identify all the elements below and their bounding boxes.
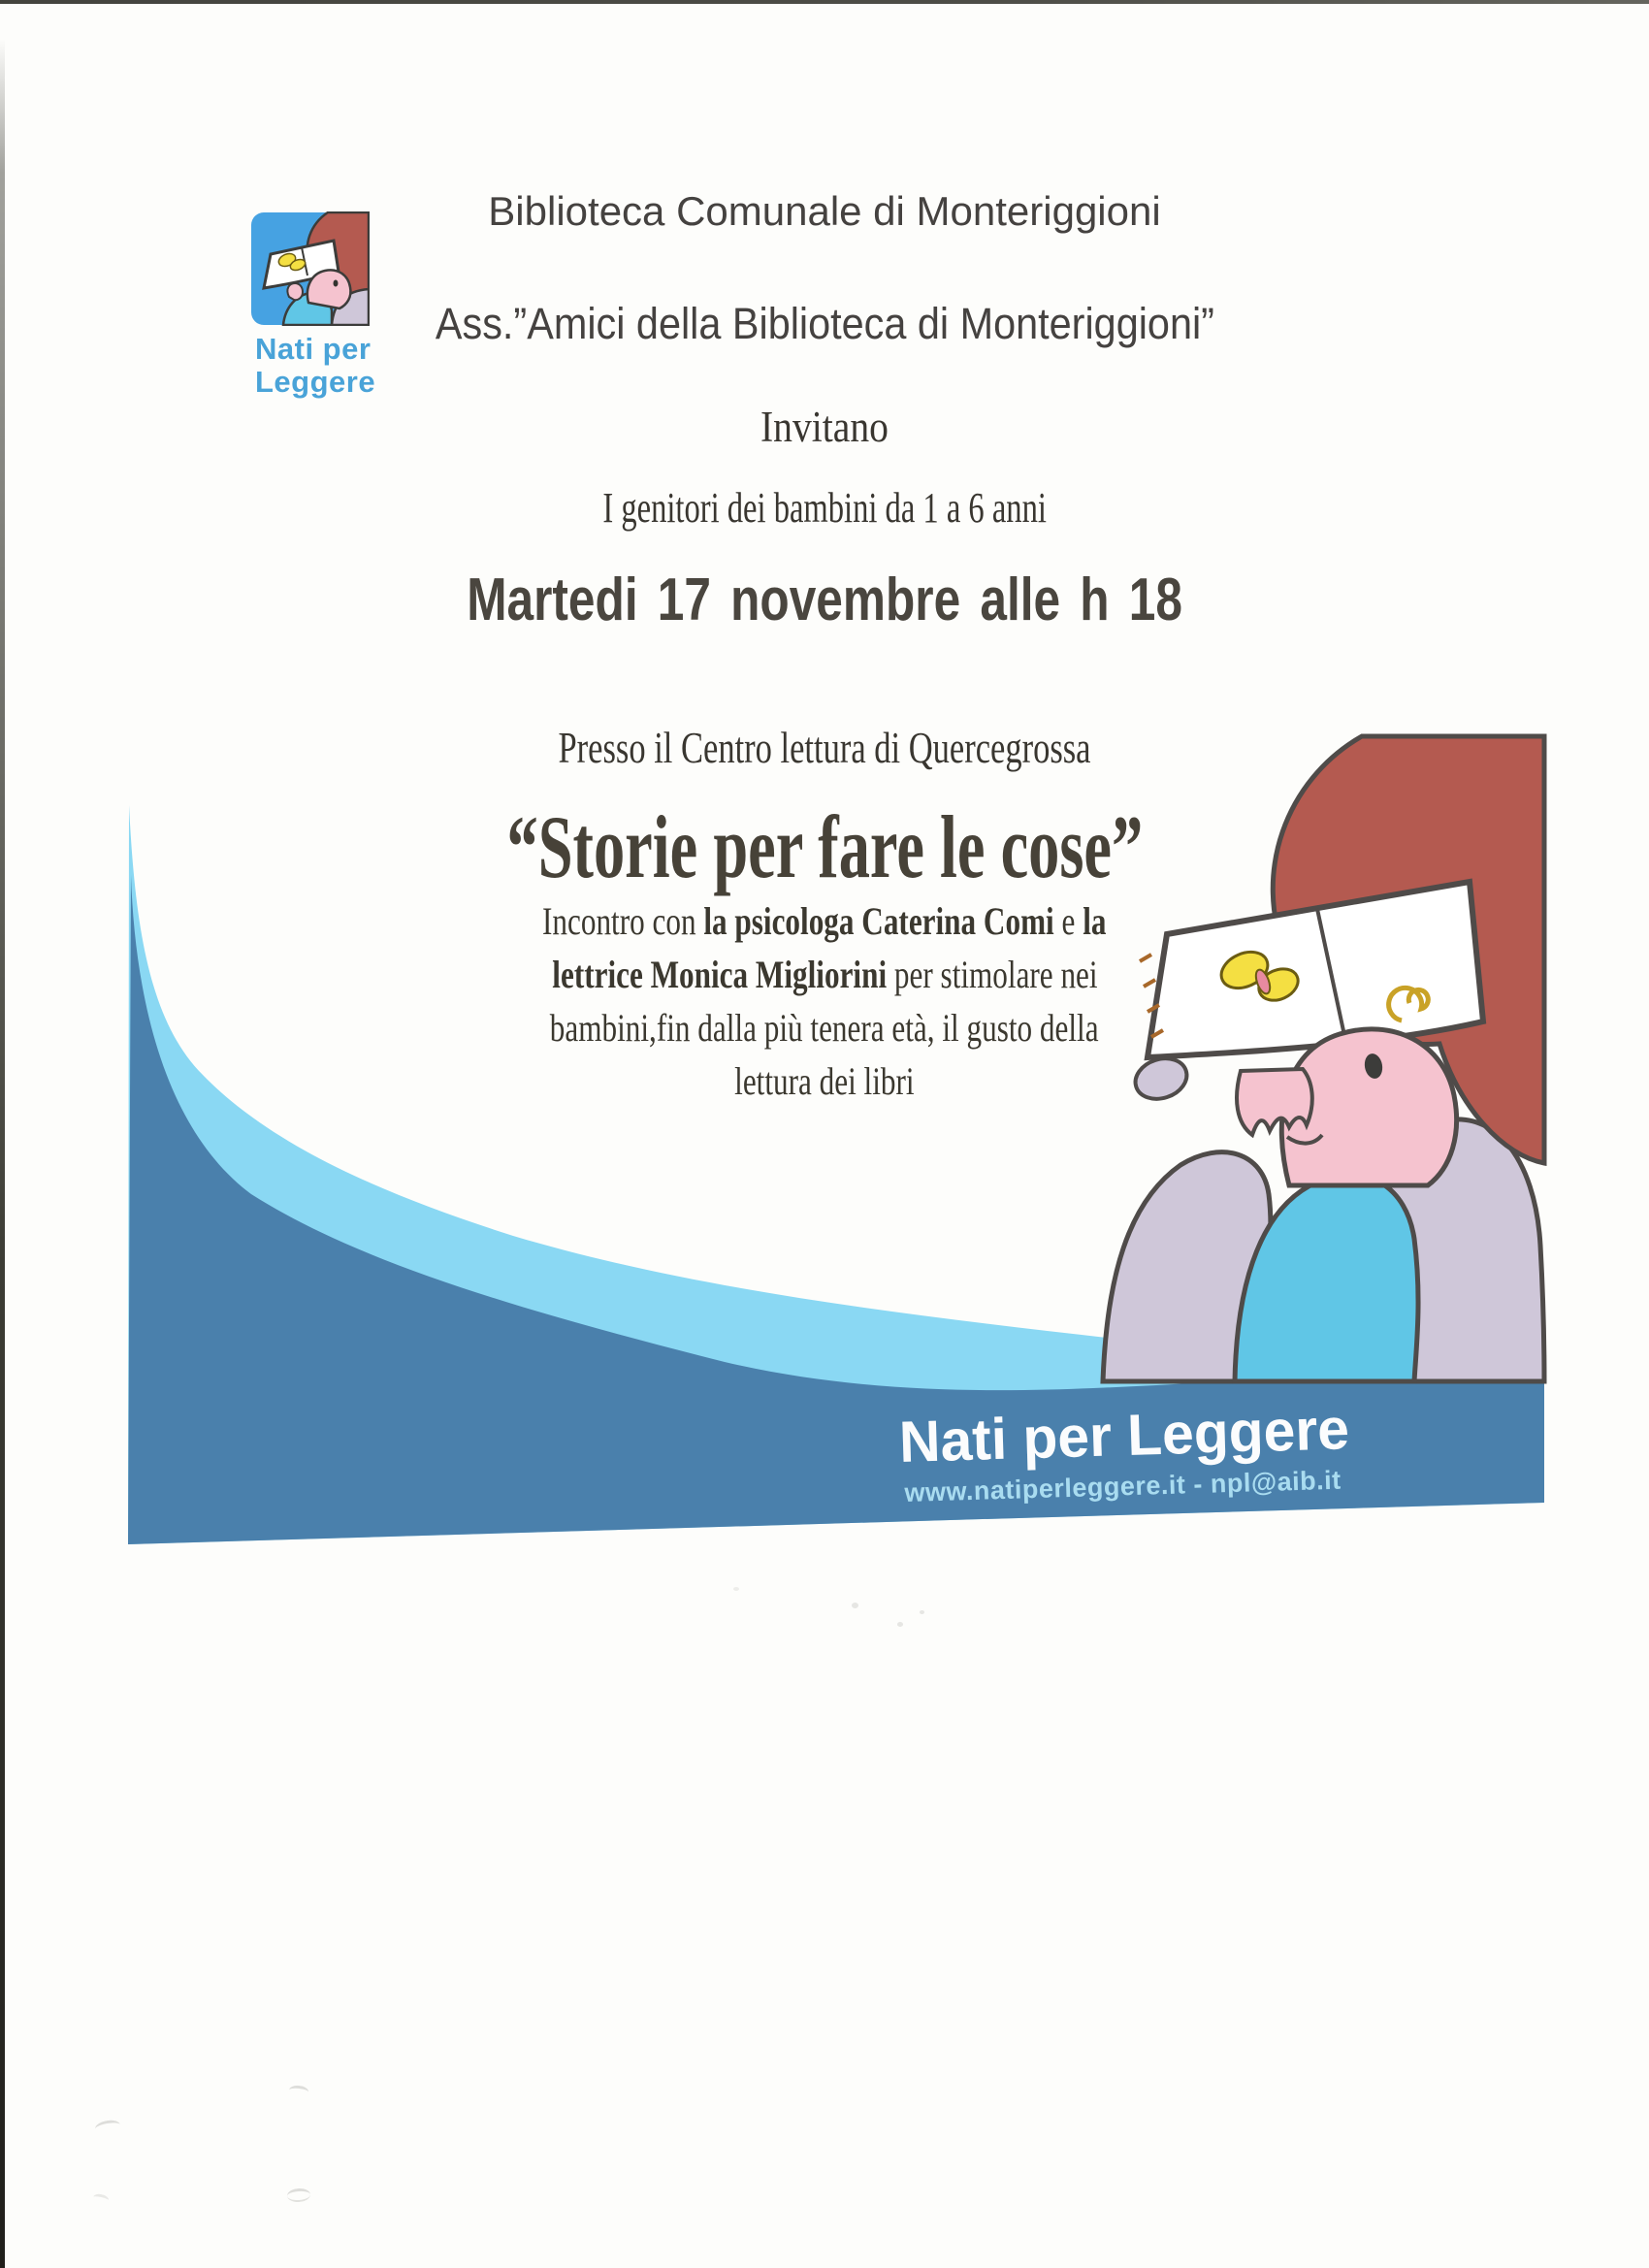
logo-wordmark-line1: Nati per <box>255 332 372 366</box>
pencil-mark <box>288 2085 308 2097</box>
org-title-1 <box>0 188 1649 235</box>
scan-speck <box>852 1603 858 1608</box>
org-title-1-text: Biblioteca Comunale di Monteriggioni <box>488 188 1161 234</box>
banner-brand-title: Nati per Leggere <box>898 1396 1350 1474</box>
mother-hand-shape <box>1130 1053 1192 1106</box>
scan-speck <box>897 1622 903 1627</box>
desc-seg-2a-bold: lettrice Monica Migliorini <box>551 953 887 996</box>
pencil-mark <box>287 2187 311 2203</box>
desc-seg-4: lettura dei libri <box>734 1059 915 1103</box>
logo-child-hand-shape <box>287 283 303 300</box>
event-title-text: “Storie per fare le cose” <box>506 797 1143 896</box>
desc-seg-1a: Incontro con <box>542 899 704 943</box>
desc-seg-1d-bold: la <box>1083 899 1107 943</box>
event-location-text: Presso il Centro lettura di Quercegrossa <box>558 723 1091 772</box>
audience-line <box>0 483 1649 533</box>
scan-speck <box>920 1610 924 1614</box>
invite-line-text: Invitano <box>760 403 889 451</box>
scan-edge-left <box>0 39 5 2268</box>
event-datetime <box>0 566 1649 634</box>
pencil-mark <box>92 2192 110 2204</box>
invite-line <box>0 402 1649 452</box>
open-book-shape <box>1148 882 1483 1057</box>
org-title-2 <box>0 299 1649 349</box>
scan-speck <box>733 1587 739 1591</box>
event-datetime-text: Martedi 17 novembre alle h 18 <box>467 567 1182 633</box>
audience-line-text: I genitori dei bambini da 1 a 6 anni <box>602 484 1047 532</box>
desc-seg-2b: per stimolare nei <box>886 953 1098 996</box>
desc-seg-1c: e <box>1053 899 1083 943</box>
desc-seg-3: bambini,fin dalla più tenera età, il gusto della <box>550 1006 1099 1050</box>
banner-url: www.natiperleggere.it - npl@aib.it <box>904 1465 1342 1507</box>
desc-seg-1b-bold: la psicologa Caterina Comi <box>703 899 1054 943</box>
logo-wordmark-line2: Leggere <box>255 365 376 399</box>
pencil-mark <box>94 2119 121 2135</box>
org-title-2-text: Ass.”Amici della Biblioteca di Monteriggioni” <box>435 299 1214 348</box>
logo-child-eye <box>334 280 339 287</box>
scan-edge-top <box>0 0 1649 4</box>
